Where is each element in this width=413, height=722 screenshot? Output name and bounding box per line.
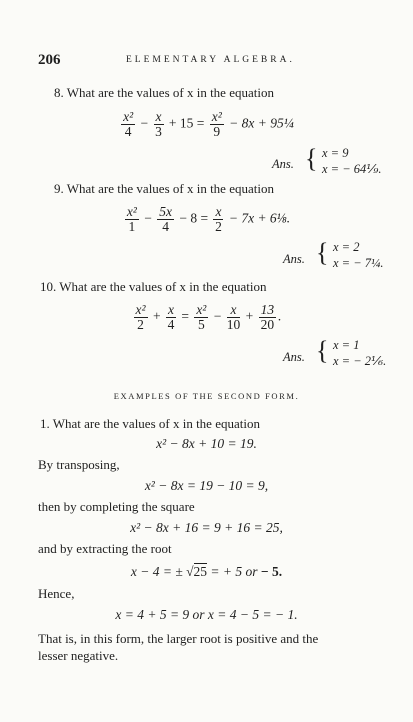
fraction: $\frac{x}{2}$ xyxy=(215,204,222,234)
fraction: $\frac{x}{10}$ xyxy=(226,302,241,332)
answer-root-2: x = − 2⅙. xyxy=(333,354,387,368)
conclusion-line-1: That is, in this form, the larger root is positive and the xyxy=(38,631,319,646)
example-equation-4: x − 4 = ± √25 = + 5 or − 5. xyxy=(130,564,283,579)
example-step-text: then by completing the square xyxy=(38,499,195,514)
example-equation-1: x² − 8x + 10 = 19. xyxy=(156,436,257,451)
fraction: $\frac{\text{x²}}{5}$ xyxy=(196,302,207,332)
fraction: $\frac{\text{x²}}{2}$ xyxy=(135,302,146,332)
conclusion-line-2: lesser negative. xyxy=(38,648,119,663)
fraction: $\frac{5x}{4}$ xyxy=(159,204,172,234)
answer-root-2: x = − 7¼. xyxy=(333,256,384,270)
problem-10-equation: $\frac{\text{x²}}{2}$ + $\frac{x}{4}$ = $\frac{\text{x²}}{5}$ − $\frac{x}{10}$ + $\frac{13}{20}$ . xyxy=(135,302,282,332)
example-equation-5: x = 4 + 5 = 9 or x = 4 − 5 = − 1. xyxy=(115,607,298,622)
answer-root-1: x = 2 xyxy=(333,240,360,254)
example-step-text: and by extracting the root xyxy=(38,541,172,556)
problem-9-equation: $\frac{\text{x²}}{1}$ − $\frac{5x}{4}$ − 8 = $\frac{x}{2}$ − 7x + 6⅛. xyxy=(126,204,291,234)
answer-brace: { xyxy=(316,336,329,365)
page-number: 206 xyxy=(38,52,61,68)
running-head: ELEMENTARY ALGEBRA. xyxy=(126,55,295,65)
problem-8-question: 8. What are the values of x in the equation xyxy=(54,85,274,100)
fraction: $\frac{\text{x²}}{9}$ xyxy=(211,109,222,139)
radical-overline: 25 xyxy=(193,564,208,579)
example-step-text: Hence, xyxy=(38,586,75,601)
answer-root-2: x = − 64⅑. xyxy=(322,162,382,176)
fraction: $\frac{x}{4}$ xyxy=(167,302,175,332)
answer-root-1: x = 9 xyxy=(322,146,349,160)
answer-root-1: x = 1 xyxy=(333,338,360,352)
answer-label: Ans. xyxy=(283,252,305,266)
problem-10-question: 10. What are the values of x in the equation xyxy=(40,279,267,294)
problem-8-equation: $\frac{\text{x²}}{4}$ − $\frac{x}{3}$ + 15 = $\frac{\text{x²}}{9}$ − 8x + 95¼ xyxy=(123,109,294,139)
fraction: $\frac{\text{x²}}{4}$ xyxy=(123,109,134,139)
fraction: $\frac{\text{x²}}{1}$ xyxy=(126,204,137,234)
fraction: $\frac{x}{3}$ xyxy=(155,109,162,139)
example-equation-3: x² − 8x + 16 = 9 + 16 = 25, xyxy=(130,520,283,535)
section-heading: EXAMPLES OF THE SECOND FORM. xyxy=(113,391,300,401)
answer-brace: { xyxy=(316,238,329,267)
answer-label: Ans. xyxy=(283,350,305,364)
example-question: 1. What are the values of x in the equation xyxy=(40,416,260,431)
answer-label: Ans. xyxy=(272,157,294,171)
answer-brace: { xyxy=(305,144,318,173)
example-step-text: By transposing, xyxy=(38,457,120,472)
problem-9-question: 9. What are the values of x in the equation xyxy=(54,181,274,196)
example-equation-2: x² − 8x = 19 − 10 = 9, xyxy=(144,478,269,493)
fraction: $\frac{13}{20}$ xyxy=(260,302,275,332)
